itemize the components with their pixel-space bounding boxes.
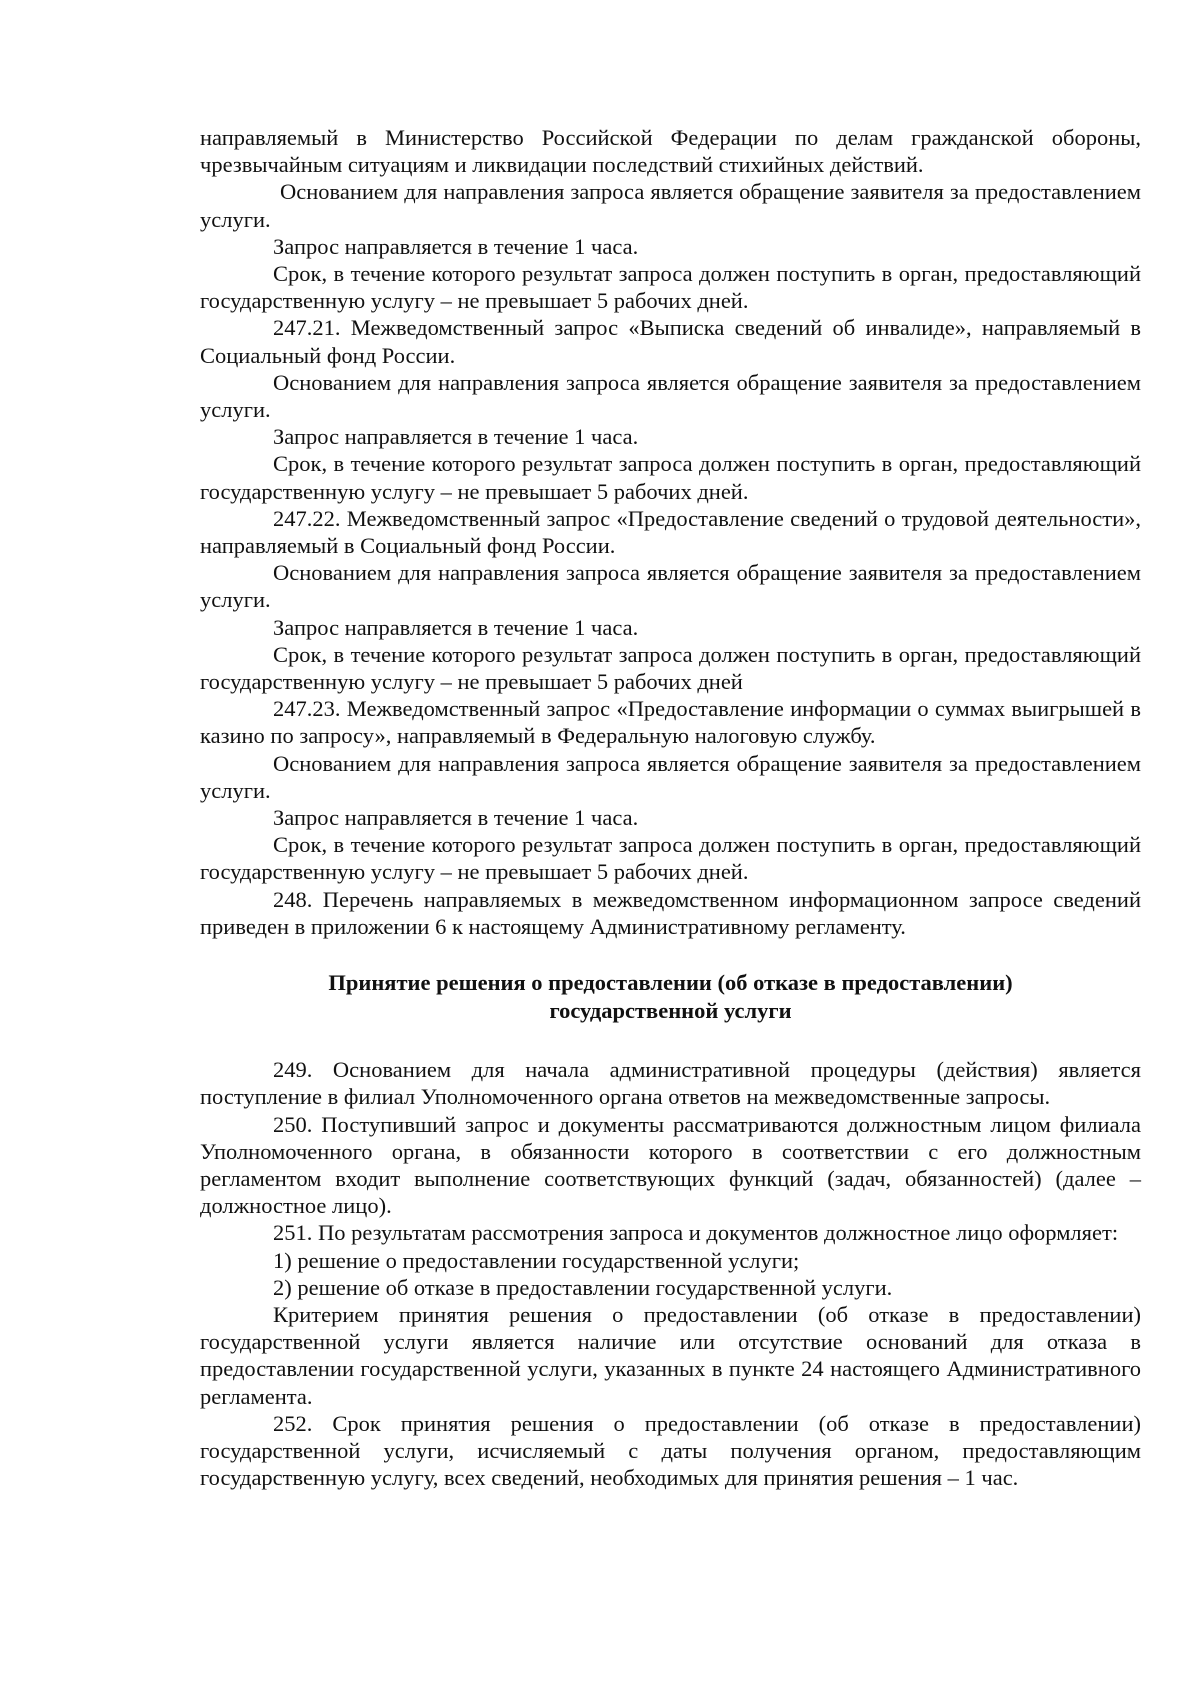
paragraph: Срок, в течение которого результат запроса должен поступить в орган, предоставляющий государственную услугу – не превышает 5 рабочих дней: [200, 641, 1141, 695]
paragraph: Основанием для направления запроса является обращение заявителя за предоставлением услуги.: [200, 750, 1141, 803]
paragraph: Основанием для направления запроса является обращение заявителя за предоставлением услуги.: [200, 179, 1141, 232]
section-heading-line: Принятие решения о предоставлении (об отказе в предоставлении): [328, 970, 1013, 996]
paragraph: Запрос направляется в течение 1 часа.: [273, 805, 639, 831]
paragraph: 249. Основанием для начала административной процедуры (действия) является поступление в филиал Уполномоченного органа ответов на межведомственные запросы.: [200, 1057, 1141, 1110]
paragraph: Запрос направляется в течение 1 часа.: [273, 614, 639, 640]
paragraph: Критерием принятия решения о предоставлении (об отказе в предоставлении) государственной услуги является наличие или отсутствие оснований для отказа в предоставлении государственной услуги, указанных в пункте 24 настоящего Административного регламента.: [200, 1301, 1141, 1409]
paragraph: 247.21. Межведомственный запрос «Выписка сведений об инвалиде», направляемый в Социальный фонд России.: [200, 315, 1141, 368]
section-heading: [200, 969, 1141, 1024]
paragraph: 252. Срок принятия решения о предоставлении (об отказе в предоставлении) государственной услуги, исчисляемый с даты получения органом, предоставляющим государственную услугу, всех сведений, необходимых для принятия решения – 1 час.: [200, 1410, 1141, 1491]
paragraphs-top: [200, 124, 1141, 940]
paragraph: Срок, в течение которого результат запроса должен поступить в орган, предоставляющий государственную услугу – не превышает 5 рабочих дней.: [200, 451, 1141, 504]
section-heading-line: государственной услуги: [549, 997, 792, 1023]
document-page: [200, 124, 1141, 1491]
paragraph: Срок, в течение которого результат запроса должен поступить в орган, предоставляющий государственную услугу – не превышает 5 рабочих дней.: [200, 261, 1141, 314]
paragraph: Основанием для направления запроса является обращение заявителя за предоставлением услуги.: [200, 560, 1141, 613]
paragraphs-bottom: [200, 1056, 1141, 1491]
paragraph: 2) решение об отказе в предоставлении государственной услуги.: [273, 1274, 893, 1300]
paragraph: 1) решение о предоставлении государственной услуги;: [273, 1247, 800, 1273]
paragraph: направляемый в Министерство Российской Федерации по делам гражданской обороны, чрезвычайным ситуациям и ликвидации последствий стихийных действий.: [200, 125, 1141, 178]
paragraph: 247.22. Межведомственный запрос «Предоставление сведений о трудовой деятельности», направляемый в Социальный фонд России.: [200, 505, 1141, 559]
paragraph: 251. По результатам рассмотрения запроса и документов должностное лицо оформляет:: [273, 1220, 1119, 1246]
paragraph: Основанием для направления запроса является обращение заявителя за предоставлением услуги.: [200, 369, 1141, 423]
paragraph: Срок, в течение которого результат запроса должен поступить в орган, предоставляющий государственную услугу – не превышает 5 рабочих дней.: [200, 832, 1141, 885]
paragraph: 250. Поступивший запрос и документы рассматриваются должностным лицом филиала Уполномоченного органа, в обязанности которого в соответствии с его должностным регламентом входит выполнение соответствующих функций (задач, обязанностей) (далее – должностное лицо).: [200, 1111, 1141, 1219]
paragraph: 248. Перечень направляемых в межведомственном информационном запросе сведений приведен в приложении 6 к настоящему Административному регламенту.: [200, 886, 1141, 939]
paragraph: 247.23. Межведомственный запрос «Предоставление информации о суммах выигрышей в казино по запросу», направляемый в Федеральную налоговую службу.: [200, 696, 1141, 749]
paragraph: Запрос направляется в течение 1 часа.: [273, 424, 639, 450]
paragraph: Запрос направляется в течение 1 часа.: [273, 233, 639, 259]
